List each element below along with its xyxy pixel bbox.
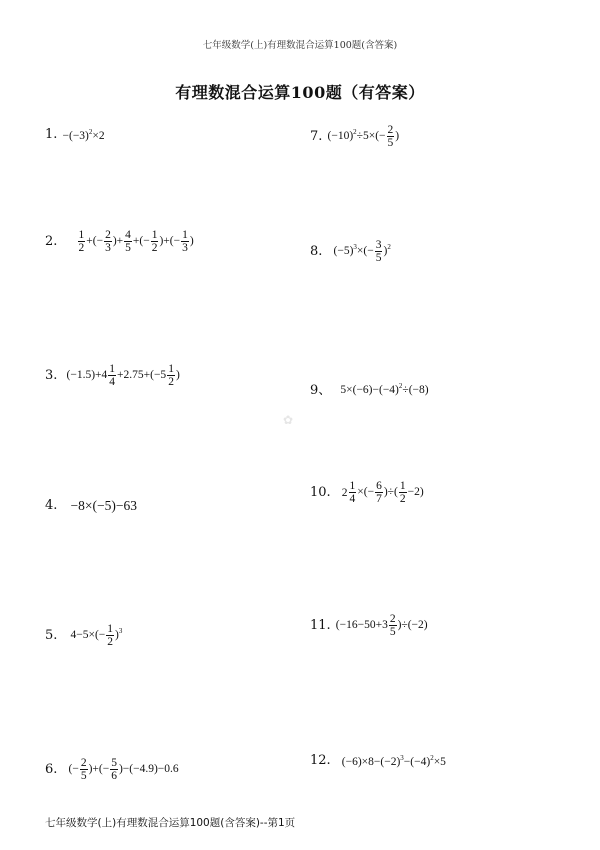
problem-expression: −8×(−5)−63 — [70, 497, 137, 513]
problem-expression: (− $\frac{2}{5}$ )+(− $\frac{5}{6}$ )−(−4.9)−0.6 — [68, 757, 179, 783]
problem-9 — [310, 378, 429, 398]
problem-expression: 2 $\frac{1}{4}$ ×(− $\frac{6}{7}$ )÷( $\frac{1}{2}$ −2) — [341, 480, 424, 506]
problem-expression: $-(-3)^2\times 2$ — [62, 127, 105, 142]
problem-expression: (−1.5)+4 $\frac{1}{4}$ +2.75+(−5 $\frac{1}{2}$ ) — [66, 363, 180, 389]
problem-number: 4. — [45, 498, 58, 513]
problem-number: 9、 — [310, 383, 332, 398]
problem-2 — [45, 229, 194, 254]
page-header: 七年级数学(上)有理数混合运算100题(含答案) — [202, 40, 398, 51]
problem-number: 11. — [310, 618, 331, 634]
watermark-mark: ✿ — [283, 413, 294, 427]
page-footer: 七年级数学(上)有理数混合运算100题(含答案)--第1页 — [45, 817, 296, 829]
problem-number: 5. — [45, 628, 58, 644]
problem-3 — [45, 363, 180, 388]
problem-expression: $\frac{1}{2}$ +(− $\frac{2}{3}$ )+ $\frac{4}{5}$ +(− $\frac{1}{2}$ )+(− $\frac{1}{3}$ ) — [78, 229, 194, 255]
problem-7 — [310, 124, 399, 149]
page-title: 有理数混合运算100题（有答案） — [175, 83, 425, 102]
problem-expression: 4−5×(− $\frac{1}{2}$ )$^3$ — [70, 623, 123, 649]
problem-5 — [45, 623, 122, 648]
problem-number: 12. — [310, 753, 331, 768]
problem-number: 10. — [310, 485, 331, 501]
problem-expression: $(-10)^2\div 5\times(-$ $\frac{2}{5}$ ) — [327, 124, 400, 150]
problem-8 — [310, 239, 391, 264]
problem-number: 2. — [45, 234, 58, 250]
problem-12 — [310, 750, 446, 769]
problem-expression: $(-6)\times 8-(-2)^3-(-4)^2\times 5$ — [341, 753, 446, 768]
problem-expression: $5\times(-6)-(-4)^2\div(-8)$ — [340, 381, 429, 396]
problem-expression: $(-5)^3\times(-$ $\frac{3}{5}$ )$^2$ — [333, 239, 391, 265]
problem-11 — [310, 613, 428, 638]
problem-expression: (−16−50+3 $\frac{2}{5}$ )÷(−2) — [335, 613, 428, 639]
problem-4 — [45, 495, 137, 514]
problem-10 — [310, 480, 424, 505]
problem-number: 7. — [310, 129, 323, 145]
problem-number: 6. — [45, 762, 58, 778]
problem-number: 8. — [310, 244, 323, 260]
problem-1 — [45, 124, 105, 143]
problem-number: 3. — [45, 368, 58, 384]
problem-6 — [45, 757, 179, 782]
problem-number: 1. — [45, 127, 58, 142]
